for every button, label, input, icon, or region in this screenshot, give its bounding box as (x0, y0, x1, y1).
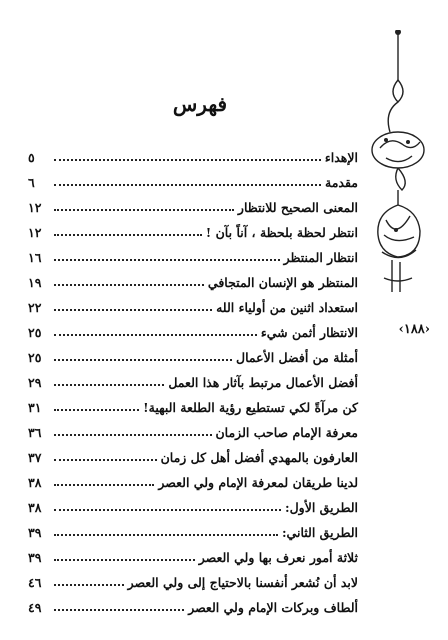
toc-entry-page: ٣٨ (28, 475, 42, 490)
toc-entry-page: ٣١ (28, 400, 42, 415)
toc-entry-page: ٤٦ (28, 575, 42, 590)
toc-entry-page: ١٢ (28, 225, 42, 240)
dot-leader (54, 158, 321, 161)
toc-entry-title: أمثلة من أفضل الأعمال (236, 350, 358, 365)
dot-leader (54, 258, 280, 261)
toc-entry (28, 440, 358, 465)
toc-entry-page: ١٢ (28, 200, 42, 215)
toc-entry-page: ١٩ (28, 275, 42, 290)
toc-entry-page: ٢٩ (28, 375, 42, 390)
dot-leader (54, 483, 154, 486)
toc-entry-page: ٣٦ (28, 425, 42, 440)
page-number: ‹١٨٨› (398, 322, 430, 337)
toc-entry-title: انتظر لحظة بلحظة ، آناً بآن ! (205, 225, 358, 240)
toc-entry (28, 165, 358, 190)
toc-entry-title: الإهداء (324, 150, 358, 165)
dot-leader (54, 583, 124, 586)
dot-leader (54, 508, 281, 511)
toc-entry-page: ١٦ (28, 250, 42, 265)
toc-entry (28, 190, 358, 215)
toc-entry-page: ٥ (28, 150, 35, 165)
table-of-contents (28, 140, 358, 615)
toc-entry-page: ٣٨ (28, 500, 42, 515)
toc-entry (28, 240, 358, 265)
dot-leader (54, 608, 184, 611)
toc-entry-title: المعنى الصحيح للانتظار (237, 200, 358, 215)
toc-entry (28, 515, 358, 540)
dot-leader (54, 333, 257, 336)
toc-entry-title: ألطاف وبركات الإمام ولي العصر (188, 600, 358, 615)
dot-leader (54, 458, 157, 461)
toc-entry (28, 140, 358, 165)
dot-leader (54, 308, 212, 311)
toc-entry (28, 415, 358, 440)
toc-entry-title: لابد أن نُشعر أنفسنا بالاحتياج إلى ولي العصر (127, 575, 358, 590)
calligraphy-ornament (356, 30, 440, 310)
toc-entry-page: ٣٩ (28, 525, 42, 540)
toc-entry-title: مقدمة (325, 175, 358, 190)
toc-entry-page: ٢٥ (28, 350, 42, 365)
toc-entry-title: انتظار المنتظر (283, 250, 358, 265)
toc-entry-title: ثلاثة أمور نعرف بها ولي العصر (198, 550, 358, 565)
toc-entry-page: ٤٩ (28, 600, 42, 615)
toc-entry-page: ٣٩ (28, 550, 42, 565)
page-title: فهرس (172, 92, 228, 116)
toc-entry-page: ٢٥ (28, 325, 42, 340)
toc-entry (28, 215, 358, 240)
dot-leader (54, 283, 204, 286)
dot-leader (54, 208, 234, 211)
toc-entry (28, 465, 358, 490)
toc-entry-title: كن مرآةً لكي تستطيع رؤية الطلعة البهية! (143, 400, 358, 415)
dot-leader (54, 533, 278, 536)
toc-entry-page: ٣٧ (28, 450, 42, 465)
toc-entry (28, 265, 358, 290)
dot-leader (54, 433, 212, 436)
toc-entry-page: ٢٢ (28, 300, 42, 315)
toc-entry-title: العارفون بالمهدي أفضل أهل كل زمان (160, 450, 358, 465)
dot-leader (54, 183, 321, 186)
toc-entry-title: استعداد اثنين من أولياء الله (216, 300, 358, 315)
toc-entry (28, 365, 358, 390)
toc-entry-title: معرفة الإمام صاحب الزمان (215, 425, 358, 440)
toc-entry-title: أفضل الأعمال مرتبط بآثار هذا العمل (168, 375, 358, 390)
toc-entry-title: الطريق الثاني: (281, 525, 358, 540)
toc-entry (28, 540, 358, 565)
dot-leader (54, 233, 202, 236)
toc-entry (28, 340, 358, 365)
toc-entry (28, 315, 358, 340)
toc-entry-title: المنتظر هو الإنسان المتجافي (207, 275, 358, 290)
toc-entry-title: لدينا طريقان لمعرفة الإمام ولي العصر (158, 475, 358, 490)
toc-entry (28, 490, 358, 515)
dot-leader (54, 558, 195, 561)
dot-leader (54, 408, 139, 411)
toc-entry-title: الانتظار أثمن شيء (260, 325, 358, 340)
dot-leader (54, 383, 164, 386)
toc-entry (28, 290, 358, 315)
toc-entry-title: الطريق الأول: (284, 500, 358, 515)
toc-entry-page: ٦ (28, 175, 35, 190)
toc-entry (28, 390, 358, 415)
toc-entry (28, 590, 358, 615)
toc-entry (28, 565, 358, 590)
dot-leader (54, 358, 232, 361)
